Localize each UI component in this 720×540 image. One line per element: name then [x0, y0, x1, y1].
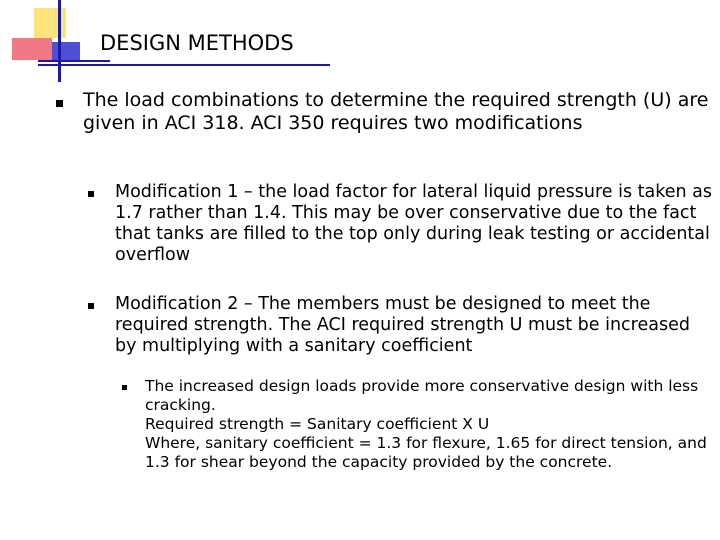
bullet-level-3-line: The increased design loads provide more conservative design with less cracking.	[145, 377, 699, 414]
logo-yellow-square	[34, 8, 66, 38]
logo-vertical-line	[58, 0, 61, 82]
decorative-logo-icon	[0, 0, 110, 90]
bullet-modification-1-text: Modification 1 – the load factor for lateral liquid pressure is taken as 1.7 rather than 1.4. This may be over conservative due to the fact that tanks are filled to the top only during leak testing or accidental overflow	[115, 182, 713, 265]
bullet-modification-2-text: Modification 2 – The members must be designed to meet the required strength. The ACI required strength U must be increased by multiplying with a sanitary coefficient	[115, 294, 690, 356]
bullet-level-3-line: Where, sanitary coefficient = 1.3 for flexure, 1.65 for direct tension, and 1.3 for shear beyond the capacity provided by the concrete.	[145, 433, 707, 471]
slide-title: DESIGN METHODS	[100, 31, 294, 55]
logo-red-square	[12, 38, 52, 60]
logo-blue-square	[52, 42, 80, 62]
bullet-level-2-icon	[88, 303, 94, 309]
logo-horizontal-line	[38, 60, 110, 62]
bullet-level-3-line: Required strength = Sanitary coefficient X U	[145, 414, 490, 433]
bullet-level-3-icon	[122, 385, 127, 390]
bullet-level-3-block	[145, 377, 710, 472]
bullet-level-1-icon	[56, 100, 63, 107]
title-underline	[38, 64, 330, 66]
bullet-level-2-icon	[88, 191, 94, 197]
bullet-level-1-text: The load combinations to determine the required strength (U) are given in ACI 318. ACI 350 requires two modifications	[83, 89, 709, 134]
